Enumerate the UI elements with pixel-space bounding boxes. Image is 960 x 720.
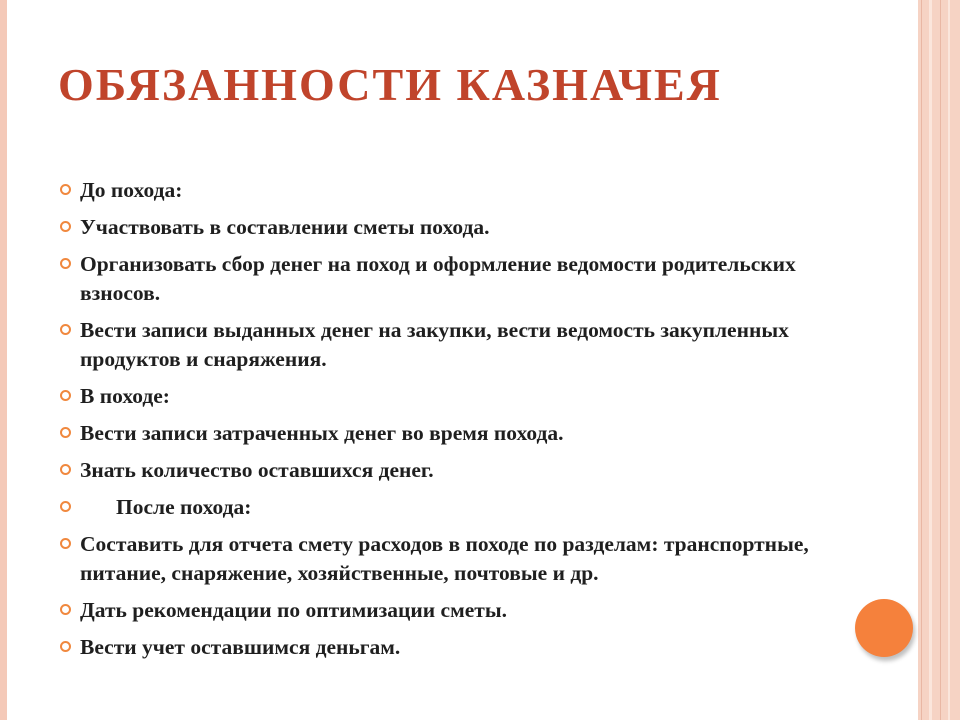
bullet-circle-icon [60, 633, 80, 652]
bullet-text: Организовать сбор денег на поход и оформление ведомости родительских взносов. [80, 252, 796, 305]
bullet-circle-icon [60, 213, 80, 232]
bullet-text: Составить для отчета смету расходов в походе по разделам: транспортные, питание, снаряжение, хозяйственные, почтовые и др. [80, 532, 809, 585]
bullet-circle-icon [60, 419, 80, 438]
list-item [60, 493, 840, 522]
list-item [60, 176, 840, 205]
list-item [60, 382, 840, 411]
bullet-text: В походе: [80, 384, 170, 408]
bullet-circle-icon [60, 316, 80, 335]
right-decorative-band [918, 0, 960, 720]
bullet-list [60, 176, 840, 670]
bullet-text: Вести учет оставшимся деньгам. [80, 635, 401, 659]
bullet-circle-icon [60, 176, 80, 195]
bullet-circle-icon [60, 493, 80, 512]
list-item [60, 456, 840, 485]
list-item [60, 530, 840, 588]
bullet-text: Участвовать в составлении сметы похода. [80, 215, 490, 239]
list-item [60, 596, 840, 625]
list-item [60, 419, 840, 448]
bullet-circle-icon [60, 250, 80, 269]
bullet-text: Знать количество оставшихся денег. [80, 458, 434, 482]
list-item [60, 316, 840, 374]
bullet-text: Дать рекомендации по оптимизации сметы. [80, 598, 507, 622]
bullet-circle-icon [60, 456, 80, 475]
bullet-circle-icon [60, 530, 80, 549]
list-item [60, 213, 840, 242]
decorative-orange-circle [855, 599, 913, 657]
list-item [60, 250, 840, 308]
slide-title: ОБЯЗАННОСТИ КАЗНАЧЕЯ [58, 59, 722, 110]
bullet-text: До похода: [80, 178, 183, 202]
bullet-circle-icon [60, 596, 80, 615]
bullet-text: Вести записи затраченных денег во время похода. [80, 421, 564, 445]
bullet-text: После похода: [116, 495, 252, 519]
list-item [60, 633, 840, 662]
bullet-text: Вести записи выданных денег на закупки, вести ведомость закупленных продуктов и снаряжения. [80, 318, 789, 371]
bullet-circle-icon [60, 382, 80, 401]
left-decorative-stripe [0, 0, 7, 720]
